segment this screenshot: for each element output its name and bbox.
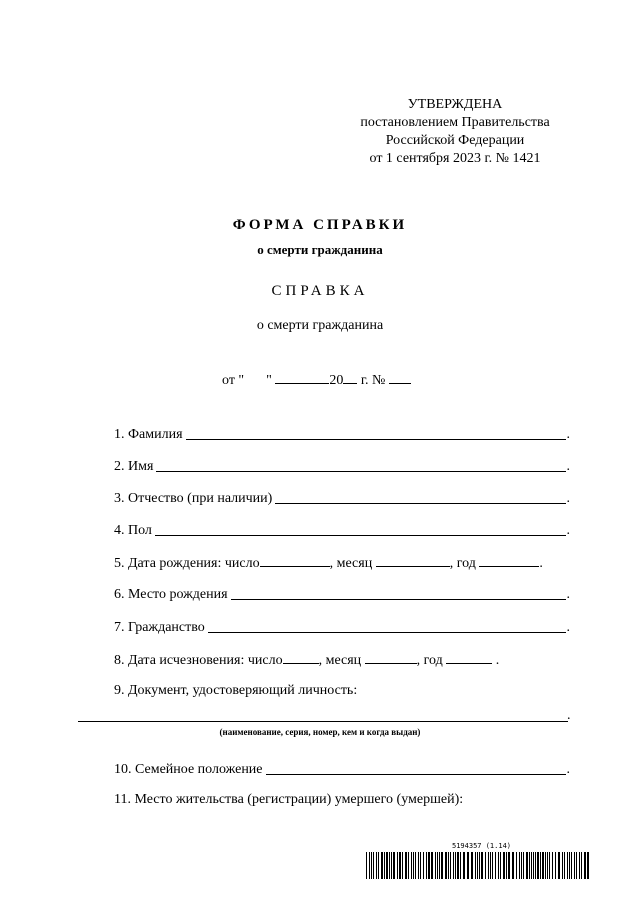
disappearance-year-label: , год	[416, 653, 443, 668]
barcode-image	[366, 852, 590, 879]
disappearance-year-blank[interactable]	[446, 651, 492, 664]
approval-stamp	[340, 96, 570, 168]
birth-year-blank[interactable]	[479, 554, 539, 567]
number-blank[interactable]	[389, 371, 411, 384]
field-sex	[114, 519, 570, 539]
approval-line-2: постановлением Правительства	[360, 115, 550, 130]
birth-place-dot: .	[566, 587, 570, 602]
patronymic-label: 3. Отчество (при наличии)	[114, 491, 273, 506]
birth-place-label: 6. Место рождения	[114, 587, 228, 602]
name-dot: .	[566, 459, 570, 474]
year-prefix: 20	[329, 373, 344, 388]
sex-line[interactable]	[155, 521, 566, 536]
citizenship-label: 7. Гражданство	[114, 620, 205, 635]
marital-status-label: 10. Семейное положение	[114, 762, 263, 777]
birth-month-label: , месяц	[329, 556, 373, 571]
field-birth-date	[114, 554, 543, 572]
document-subtitle: о смерти гражданина	[256, 318, 384, 333]
birth-year-label: , год	[449, 556, 476, 571]
date-number-line	[222, 371, 411, 389]
approval-line-3: Российской Федерации	[385, 133, 525, 148]
disappearance-date-label: 8. Дата исчезновения: число	[114, 653, 283, 668]
field-residence-label: 11. Место жительства (регистрации) умершего (умершей):	[114, 792, 464, 807]
approval-line-4: от 1 сентября 2023 г. № 1421	[369, 151, 541, 166]
sex-label: 4. Пол	[114, 523, 152, 538]
marital-status-dot: .	[566, 762, 570, 777]
disappearance-month-label: , месяц	[318, 653, 362, 668]
sex-dot: .	[566, 523, 570, 538]
name-line[interactable]	[156, 457, 565, 472]
name-label: 2. Имя	[114, 459, 154, 474]
field-identity-document-label: 9. Документ, удостоверяющий личность:	[114, 683, 358, 698]
disappearance-month-blank[interactable]	[365, 651, 417, 664]
patronymic-dot: .	[566, 491, 570, 506]
document-title: СПРАВКА	[271, 283, 369, 299]
citizenship-line[interactable]	[208, 618, 566, 633]
field-disappearance-date	[114, 651, 499, 669]
birth-date-label: 5. Дата рождения: число	[114, 556, 260, 571]
barcode-number: 5194357 (1.14)	[452, 842, 512, 850]
field-name	[114, 455, 570, 475]
surname-line[interactable]	[186, 425, 566, 440]
approval-line-1: УТВЕРЖДЕНА	[407, 97, 503, 112]
identity-document-caption-text: (наименование, серия, номер, кем и когда выдан)	[219, 727, 421, 737]
birth-month-blank[interactable]	[376, 554, 450, 567]
field-marital-status	[114, 758, 570, 778]
year-blank[interactable]	[343, 371, 357, 384]
month-blank[interactable]	[275, 371, 329, 384]
date-quote-close: "	[266, 373, 272, 388]
identity-document-line[interactable]	[78, 707, 568, 722]
field-surname	[114, 423, 570, 443]
patronymic-line[interactable]	[275, 489, 565, 504]
disappearance-day-blank[interactable]	[283, 651, 319, 664]
disappearance-date-dot: .	[495, 653, 500, 668]
identity-document-caption	[0, 727, 640, 737]
identity-document-dot: .	[567, 708, 571, 723]
field-patronymic	[114, 487, 570, 507]
citizenship-dot: .	[566, 620, 570, 635]
date-prefix: от "	[222, 373, 245, 388]
year-suffix: г. №	[360, 373, 386, 388]
field-birth-place	[114, 583, 570, 603]
form-subtitle: о смерти гражданина	[257, 242, 383, 257]
surname-dot: .	[566, 427, 570, 442]
birth-date-dot: .	[539, 556, 543, 571]
marital-status-line[interactable]	[266, 760, 566, 775]
form-title: ФОРМА СПРАВКИ	[232, 217, 408, 233]
surname-label: 1. Фамилия	[114, 427, 183, 442]
field-citizenship	[114, 616, 570, 636]
birth-place-line[interactable]	[231, 585, 566, 600]
birth-day-blank[interactable]	[260, 554, 330, 567]
